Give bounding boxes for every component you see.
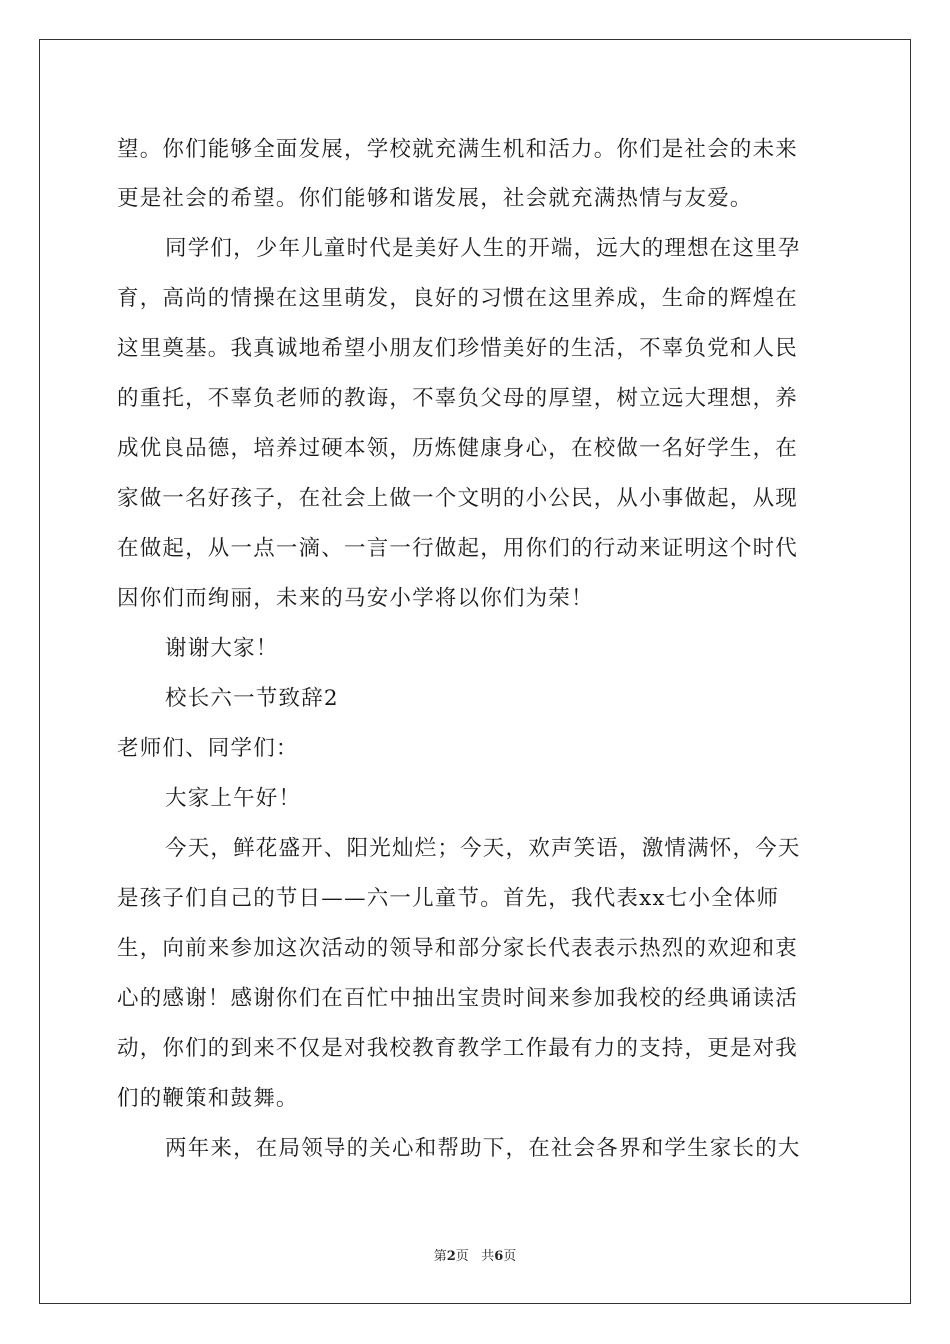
text-line: 更是社会的希望。你们能够和谐发展，社会就充满热情与友爱。	[117, 186, 753, 211]
page-border	[39, 39, 911, 1304]
page-suffix: 页	[455, 1249, 469, 1264]
text-line: 在做起，从一点一滴、一言一行做起，用你们的行动来证明这个时代	[117, 536, 799, 561]
text-line: 是孩子们自己的节日——六一儿童节。首先，我代表xx七小全体师	[117, 886, 780, 911]
text-line: 因你们而绚丽，未来的马安小学将以你们为荣！	[117, 586, 594, 611]
text-line: 心的感谢！感谢你们在百忙中抽出宝贵时间来参加我校的经典诵读活	[117, 986, 799, 1011]
text-line: 两年来，在局领导的关心和帮助下，在社会各界和学生家长的大	[165, 1136, 801, 1161]
page-footer	[0, 1248, 950, 1266]
greeting: 大家上午好！	[165, 786, 302, 811]
salutation: 老师们、同学们：	[117, 736, 299, 761]
page-total: 6	[494, 1249, 504, 1264]
text-line: 这里奠基。我真诚地希望小朋友们珍惜美好的生活，不辜负党和人民	[117, 336, 799, 361]
text-line: 育，高尚的情操在这里萌发，良好的习惯在这里养成，生命的辉煌在	[117, 286, 799, 311]
text-line: 同学们，少年儿童时代是美好人生的开端，远大的理想在这里孕	[165, 236, 801, 261]
total-suffix: 页	[503, 1249, 517, 1264]
section-heading: 校长六一节致辞2	[165, 686, 339, 711]
text-line: 生，向前来参加这次活动的领导和部分家长代表表示热烈的欢迎和衷	[117, 936, 799, 961]
page-current: 2	[446, 1249, 456, 1264]
text-line: 今天，鲜花盛开、阳光灿烂；今天，欢声笑语，激情满怀，今天	[165, 836, 801, 861]
text-line: 家做一名好孩子，在社会上做一个文明的小公民，从小事做起，从现	[117, 486, 799, 511]
text-line: 动，你们的到来不仅是对我校教育教学工作最有力的支持，更是对我	[117, 1036, 799, 1061]
text-line: 们的鞭策和鼓舞。	[117, 1086, 299, 1111]
total-prefix: 共	[481, 1249, 495, 1264]
text-line: 谢谢大家！	[165, 636, 279, 661]
page-prefix: 第	[433, 1249, 447, 1264]
text-line: 的重托，不辜负老师的教诲，不辜负父母的厚望，树立远大理想，养	[117, 386, 799, 411]
text-line: 成优良品德，培养过硬本领，历炼健康身心，在校做一名好学生，在	[117, 436, 799, 461]
text-line: 望。你们能够全面发展，学校就充满生机和活力。你们是社会的未来	[117, 137, 799, 162]
